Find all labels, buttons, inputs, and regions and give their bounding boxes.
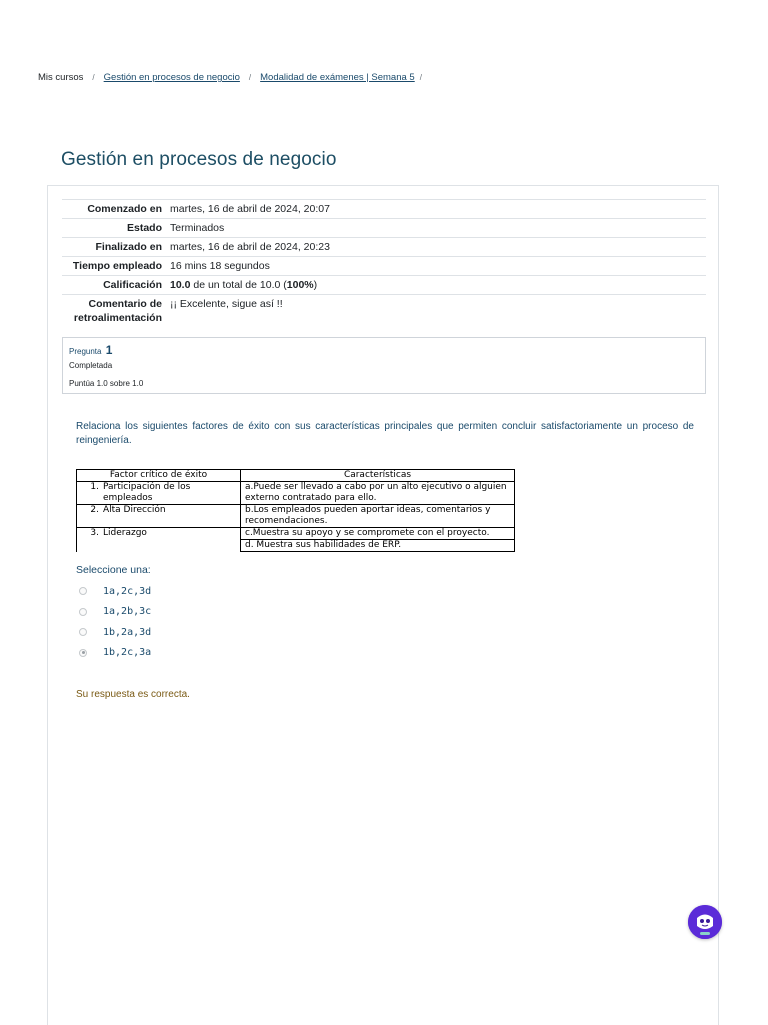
radio-button[interactable]	[79, 608, 87, 616]
factors-header-characteristics: Características	[241, 470, 515, 482]
question-number	[69, 343, 112, 357]
page-title: Gestión en procesos de negocio	[61, 148, 337, 170]
question-number-value: 1	[105, 343, 113, 357]
summary-value: martes, 16 de abril de 2024, 20:23	[166, 238, 706, 257]
question-grade: Puntúa 1.0 sobre 1.0	[69, 379, 144, 388]
summary-label: Comenzado en	[62, 200, 166, 219]
summary-label: Comentario de retroalimentación	[62, 295, 166, 328]
factors-header-row	[77, 470, 515, 482]
answer-options	[79, 581, 151, 663]
summary-row-finished	[62, 238, 706, 257]
summary-value: martes, 16 de abril de 2024, 20:07	[166, 200, 706, 219]
summary-row-grade	[62, 276, 706, 295]
answer-option-label[interactable]: 1a,2c,3d	[103, 585, 152, 597]
summary-label: Estado	[62, 219, 166, 238]
chatbot-face-icon	[688, 905, 722, 939]
summary-row-time-taken	[62, 257, 706, 276]
summary-row-started	[62, 200, 706, 219]
factor-name: Participación de los empleados	[103, 482, 191, 503]
answer-option-label[interactable]: 1b,2c,3a	[103, 647, 152, 659]
chatbot-button[interactable]	[688, 905, 722, 939]
grade-percent: 100%	[286, 279, 314, 291]
summary-value	[166, 276, 706, 295]
question-number-label: Pregunta	[69, 347, 102, 356]
question-text: Relaciona los siguientes factores de éxito con sus características principales que permiten concluir satisfactoriamente un proceso de reingeniería.	[76, 421, 694, 446]
summary-row-state	[62, 219, 706, 238]
characteristic-cell: a.Puede ser llevado a cabo por un alto ejecutivo o alguien externo contratado para ello.	[241, 482, 515, 505]
answer-prompt: Seleccione una:	[76, 564, 151, 576]
breadcrumb	[38, 72, 431, 83]
quiz-review-card	[47, 185, 719, 1025]
factors-row	[77, 528, 515, 540]
characteristic-cell: b.Los empleados pueden aportar ideas, comentarios y recomendaciones.	[241, 505, 515, 528]
factors-header-factor: Factor crítico de éxito	[77, 470, 241, 482]
breadcrumb-separator: /	[92, 73, 95, 82]
answer-option[interactable]	[79, 581, 151, 602]
characteristic-cell: d. Muestra sus habilidades de ERP.	[241, 540, 515, 552]
factors-row	[77, 505, 515, 528]
summary-label: Tiempo empleado	[62, 257, 166, 276]
factor-name: Liderazgo	[103, 528, 147, 538]
factors-row	[77, 482, 515, 505]
attempt-summary-table	[62, 199, 706, 327]
factors-table	[76, 469, 515, 552]
answer-option-label[interactable]: 1b,2a,3d	[103, 626, 152, 638]
breadcrumb-separator: /	[419, 73, 422, 82]
breadcrumb-my-courses[interactable]: Mis cursos	[38, 72, 84, 83]
grade-score: 10.0	[170, 279, 191, 291]
grade-total: de un total de 10.0 (	[190, 279, 287, 291]
summary-value: ¡¡ Excelente, sigue así !!	[166, 295, 706, 328]
factor-cell	[77, 528, 241, 552]
factor-index: 1.	[90, 482, 99, 492]
question-state: Completada	[69, 361, 113, 370]
breadcrumb-course[interactable]: Gestión en procesos de negocio	[103, 72, 240, 83]
answer-option[interactable]	[79, 643, 151, 664]
answer-feedback: Su respuesta es correcta.	[76, 689, 190, 700]
breadcrumb-separator: /	[248, 73, 252, 82]
radio-button[interactable]	[79, 587, 87, 595]
factor-cell	[77, 505, 241, 528]
question-info-box	[62, 337, 706, 394]
radio-button-selected[interactable]	[79, 649, 87, 657]
summary-value: 16 mins 18 segundos	[166, 257, 706, 276]
characteristic-cell: c.Muestra su apoyo y se compromete con el proyecto.	[241, 528, 515, 540]
factor-name: Alta Dirección	[103, 505, 166, 515]
radio-button[interactable]	[79, 628, 87, 636]
factor-index: 2.	[90, 505, 99, 515]
summary-label: Finalizado en	[62, 238, 166, 257]
summary-row-feedback	[62, 295, 706, 328]
grade-close: )	[313, 279, 318, 291]
summary-value: Terminados	[166, 219, 706, 238]
breadcrumb-exam-section[interactable]: Modalidad de exámenes | Semana 5	[260, 72, 415, 83]
factor-cell	[77, 482, 241, 505]
factor-index: 3.	[90, 528, 99, 538]
answer-option[interactable]	[79, 602, 151, 623]
answer-option-label[interactable]: 1a,2b,3c	[103, 606, 152, 618]
answer-option[interactable]	[79, 622, 151, 643]
summary-label: Calificación	[62, 276, 166, 295]
